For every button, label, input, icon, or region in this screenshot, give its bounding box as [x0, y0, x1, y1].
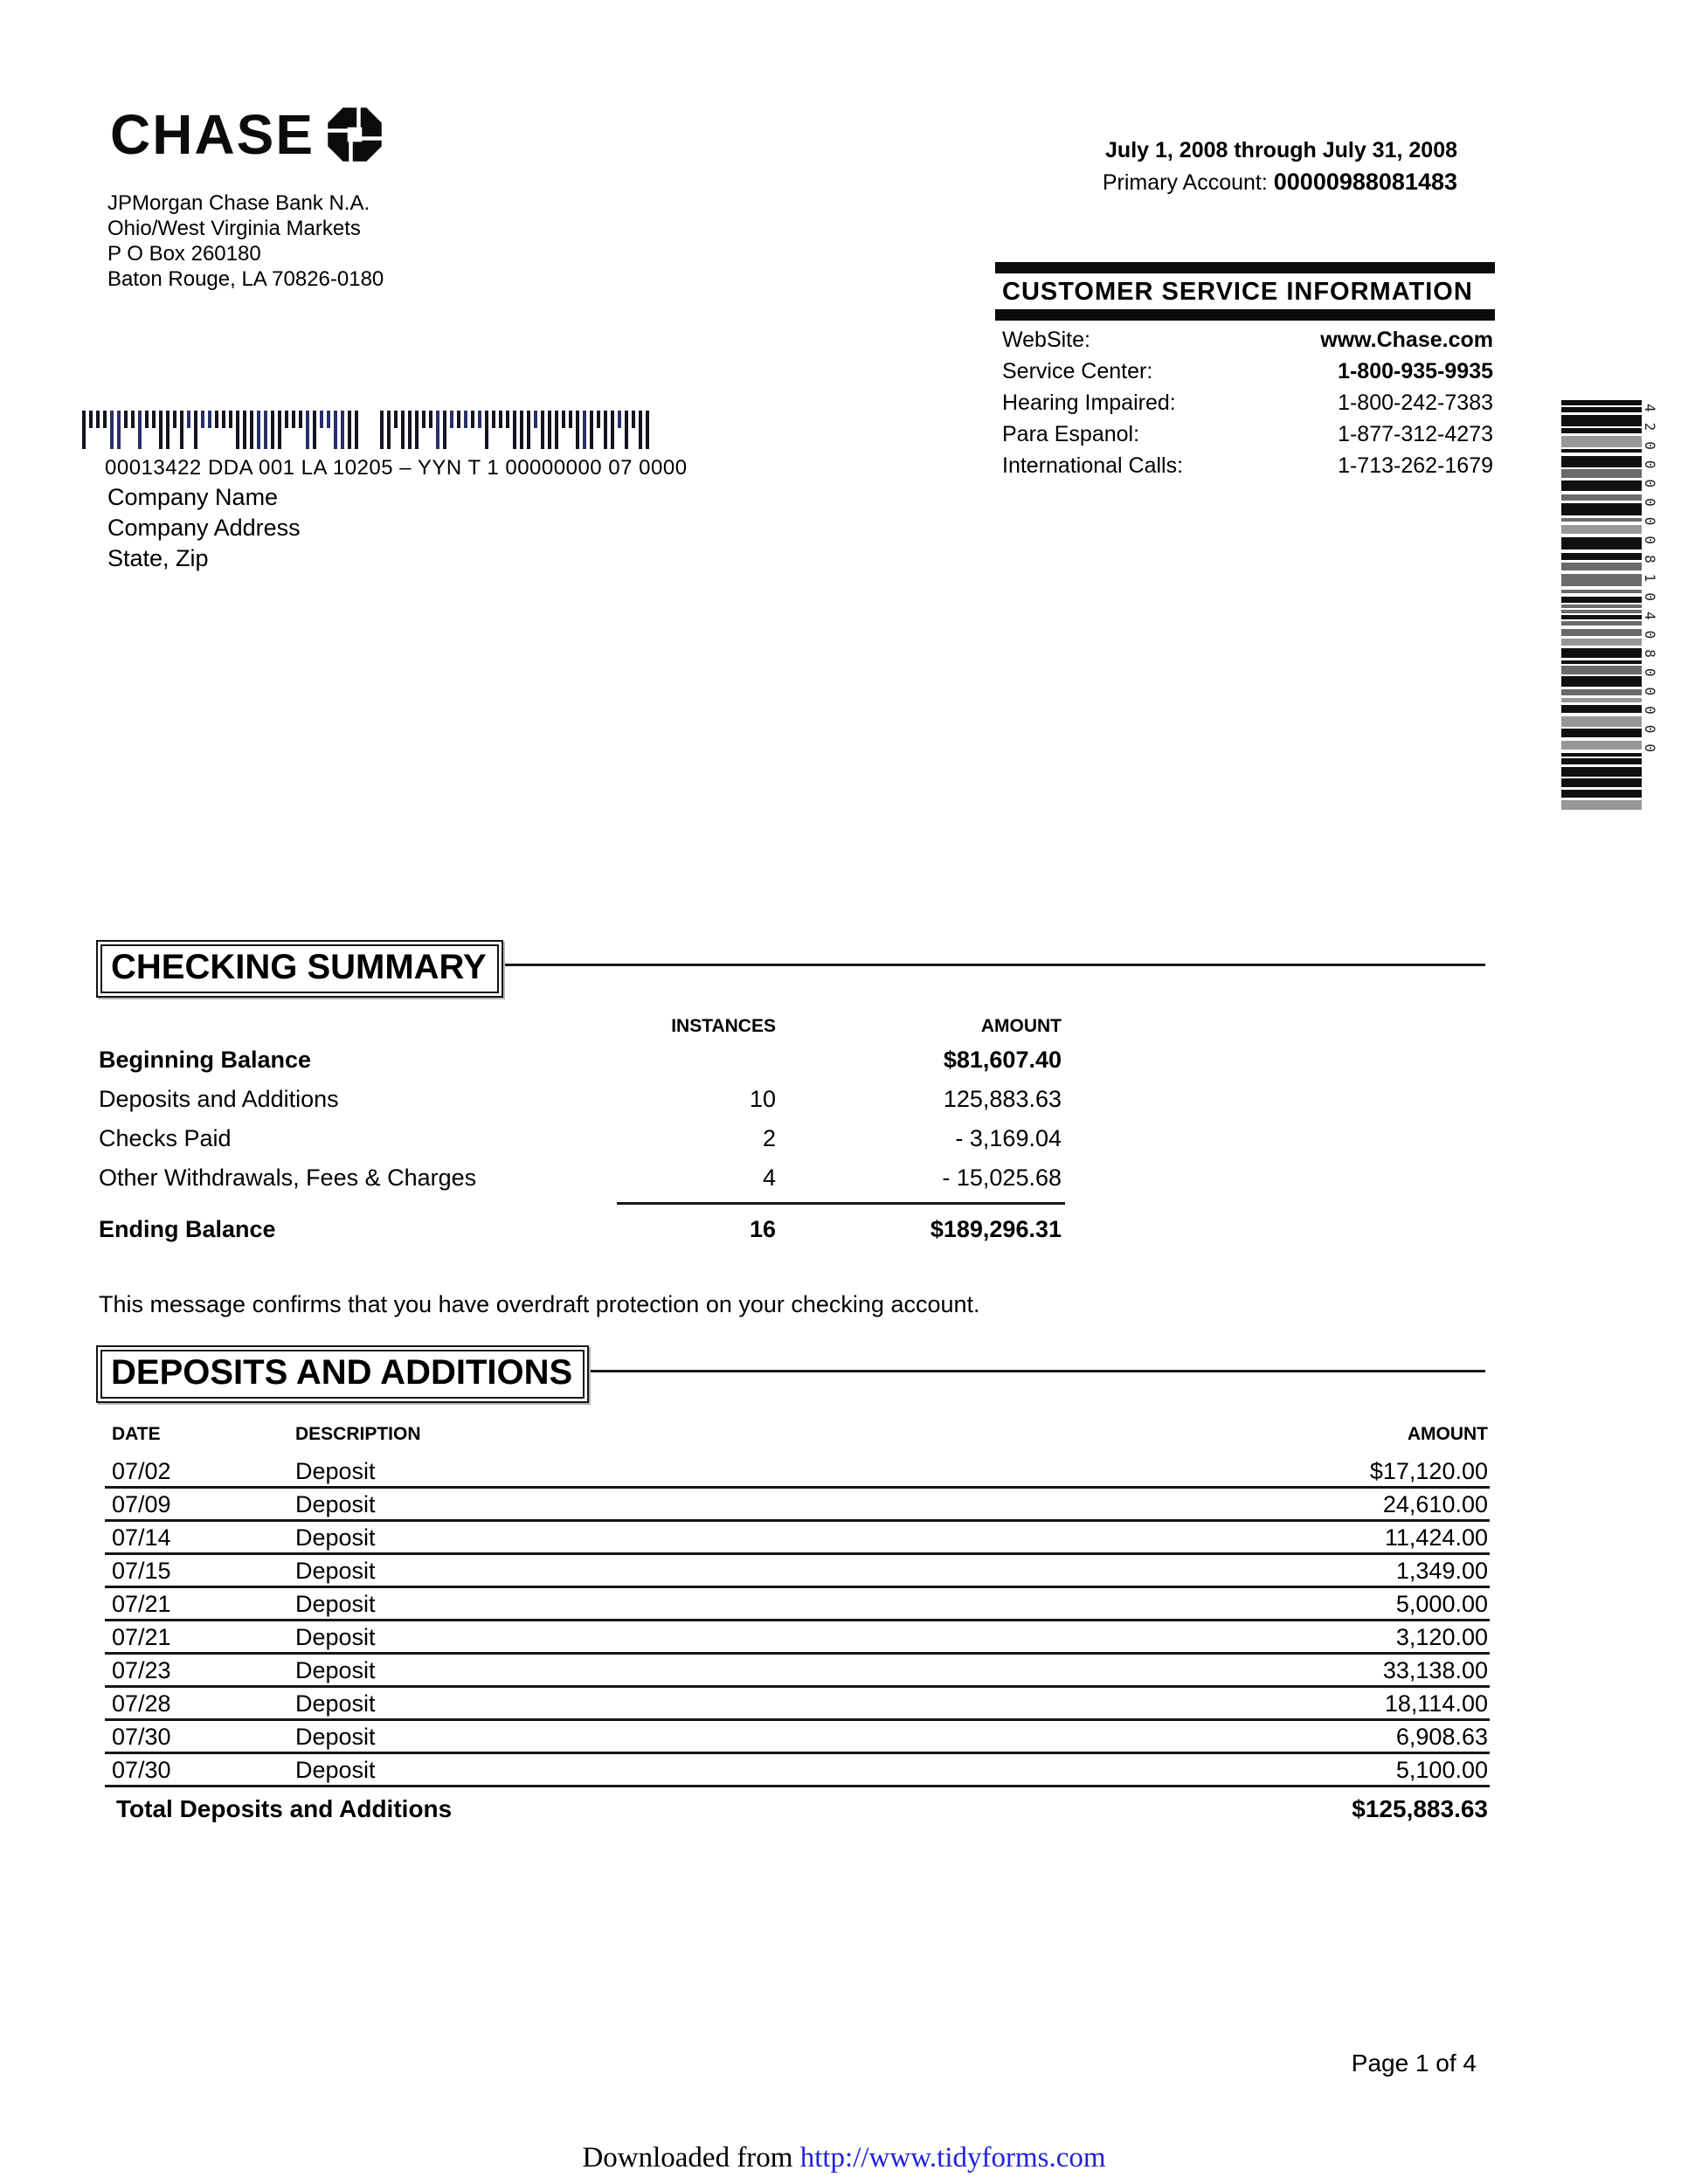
customer-service-value: www.Chase.com	[1320, 328, 1493, 352]
postnet-bar	[625, 411, 628, 449]
postnet-bar	[429, 411, 432, 428]
postnet-bar	[513, 411, 516, 449]
summary-row-label: Other Withdrawals, Fees & Charges	[99, 1165, 477, 1191]
side-barcode-bar	[1561, 758, 1642, 764]
download-footer	[0, 2142, 1688, 2174]
postnet-bar	[82, 411, 86, 449]
postnet-bar	[457, 411, 460, 428]
postnet-bar	[499, 411, 502, 428]
deposits-total-row	[105, 1787, 1490, 1823]
postnet-bar	[555, 411, 558, 449]
side-barcode-bar	[1561, 716, 1642, 727]
postnet-bar	[590, 411, 593, 449]
deposit-row-amount: 18,114.00	[1384, 1690, 1488, 1717]
postnet-bar	[320, 411, 323, 428]
postnet-bar	[327, 411, 330, 428]
side-barcode-digits: 4200000081040800000	[1642, 404, 1658, 764]
side-barcode-bar	[1561, 525, 1642, 534]
postnet-bar	[471, 411, 474, 428]
postnet-bar	[180, 411, 183, 449]
statement-header	[1103, 135, 1457, 198]
side-barcode-bar	[1561, 729, 1642, 737]
side-barcode-bar	[1561, 778, 1642, 787]
deposit-row	[105, 1621, 1490, 1655]
side-barcode-bar	[1561, 629, 1642, 636]
deposits-col-amount: AMOUNT	[1407, 1424, 1488, 1444]
customer-service-label: Para Espanol:	[1002, 422, 1140, 446]
postnet-bar	[103, 411, 107, 428]
deposit-row-description: Deposit	[295, 1690, 376, 1717]
summary-row-amount: - 3,169.04	[955, 1125, 1062, 1151]
postnet-bar	[355, 411, 358, 449]
side-barcode-bar	[1561, 563, 1642, 570]
postnet-bar	[117, 411, 121, 449]
primary-account	[1103, 166, 1457, 198]
postnet-bar	[597, 411, 600, 428]
postnet-bar	[646, 411, 649, 449]
deposits-col-date: DATE	[112, 1424, 161, 1444]
primary-account-label: Primary Account:	[1102, 170, 1274, 195]
postnet-bar	[436, 411, 439, 449]
summary-subtotal-line	[617, 1202, 1065, 1205]
side-barcode-bar	[1561, 676, 1642, 687]
deposit-row-amount: 5,000.00	[1395, 1591, 1488, 1617]
recipient-address-line: Company Name	[107, 484, 279, 510]
postnet-bar	[562, 411, 565, 428]
deposits-total-label: Total Deposits and Additions	[116, 1795, 453, 1822]
deposit-row-description: Deposit	[295, 1491, 376, 1517]
bank-address	[107, 190, 384, 292]
postnet-bar	[334, 411, 337, 449]
deposit-row	[105, 1489, 1490, 1522]
chase-logo-text: CHASE	[110, 103, 315, 166]
checking-summary-header-box	[96, 940, 503, 998]
summary-row-instances: 4	[762, 1165, 776, 1191]
side-barcode-bar	[1561, 407, 1642, 412]
postnet-bar	[285, 411, 288, 428]
postnet-bar	[583, 411, 586, 449]
side-barcode-bar	[1561, 753, 1642, 757]
deposit-row-date: 07/14	[112, 1524, 171, 1551]
side-barcode-bar	[1561, 741, 1642, 750]
postnet-bar	[264, 411, 267, 449]
deposit-row	[105, 1721, 1490, 1754]
customer-service-row	[995, 328, 1495, 359]
customer-service-label: Hearing Impaired:	[1002, 390, 1176, 415]
postnet-barcode-left	[82, 411, 370, 451]
postnet-bar	[527, 411, 530, 449]
chase-logo	[110, 103, 383, 166]
summary-row	[99, 1125, 1062, 1165]
deposit-row-description: Deposit	[295, 1724, 376, 1750]
postnet-bar	[492, 411, 495, 428]
postnet-bar	[639, 411, 642, 449]
deposit-row-description: Deposit	[295, 1624, 376, 1650]
postnet-bar	[229, 411, 232, 428]
postnet-bar	[110, 411, 114, 449]
postnet-bar	[464, 411, 467, 428]
deposits-column-headers	[105, 1424, 1490, 1455]
summary-row-label: Ending Balance	[99, 1216, 276, 1242]
recipient-address	[107, 482, 301, 574]
deposits-col-description: DESCRIPTION	[295, 1424, 421, 1444]
deposit-row-amount: 11,424.00	[1384, 1524, 1488, 1551]
postnet-bar	[541, 411, 544, 449]
summary-row-amount: - 15,025.68	[942, 1165, 1062, 1191]
postnet-bar	[138, 411, 142, 449]
side-barcode-bar	[1561, 648, 1642, 658]
summary-row-instances: 10	[749, 1086, 776, 1112]
postnet-bar	[401, 411, 405, 449]
customer-service-rows	[995, 321, 1495, 485]
postnet-bar	[222, 411, 225, 428]
customer-service-row	[995, 359, 1495, 390]
side-barcode-bar	[1561, 610, 1642, 613]
postnet-bar	[348, 411, 351, 449]
deposit-row-description: Deposit	[295, 1458, 376, 1484]
deposit-row-amount: 3,120.00	[1395, 1624, 1488, 1650]
postnet-bar	[450, 411, 453, 428]
summary-row	[99, 1047, 1062, 1086]
deposit-row-amount: 1,349.00	[1395, 1558, 1488, 1584]
side-barcode-bar	[1561, 469, 1642, 478]
postnet-bar	[313, 411, 316, 449]
customer-service-label: International Calls:	[1002, 453, 1184, 478]
postnet-bar	[250, 411, 253, 449]
customer-service-row	[995, 422, 1495, 453]
side-barcode-bar	[1561, 494, 1642, 501]
checking-summary-title: CHECKING SUMMARY	[100, 944, 499, 993]
deposit-row-description: Deposit	[295, 1591, 376, 1617]
postnet-bar	[89, 411, 93, 428]
deposit-row-amount: 5,100.00	[1395, 1757, 1488, 1783]
deposit-row-date: 07/28	[112, 1690, 171, 1717]
customer-service-row	[995, 390, 1495, 422]
deposit-row-amount: 6,908.63	[1395, 1724, 1488, 1750]
postnet-bar	[159, 411, 163, 449]
summary-row-amount: $189,296.31	[930, 1216, 1062, 1242]
deposit-row-amount: 24,610.00	[1382, 1491, 1488, 1517]
postnet-bar	[201, 411, 204, 428]
primary-account-number: 00000988081483	[1273, 169, 1457, 195]
side-barcode-bar	[1561, 518, 1642, 522]
side-barcode-bar	[1561, 449, 1642, 453]
summary-row	[99, 1086, 1062, 1125]
customer-service-top-bar	[995, 262, 1495, 273]
side-barcode-bar	[1561, 615, 1642, 619]
deposit-row-amount: $17,120.00	[1369, 1458, 1488, 1484]
postnet-bar	[341, 411, 344, 449]
side-barcode-bar	[1561, 590, 1642, 593]
deposit-row-description: Deposit	[295, 1757, 376, 1783]
summary-col-amount: AMOUNT	[980, 1016, 1062, 1036]
side-barcode-bar	[1561, 480, 1642, 491]
recipient-address-line: State, Zip	[107, 545, 209, 571]
bank-address-line: P O Box 260180	[107, 242, 261, 266]
page-number: Page 1 of 4	[1351, 2049, 1477, 2077]
customer-service-row	[995, 453, 1495, 485]
side-barcode-bar	[1561, 689, 1642, 695]
postnet-barcode-right	[380, 411, 658, 451]
postnet-bar	[278, 411, 281, 449]
postnet-bar	[408, 411, 412, 449]
deposit-row-amount: 33,138.00	[1382, 1657, 1488, 1683]
deposit-row	[105, 1588, 1490, 1621]
deposit-row-date: 07/21	[112, 1624, 171, 1650]
summary-row-amount: $81,607.40	[943, 1047, 1062, 1073]
side-barcode-bar	[1561, 767, 1642, 777]
customer-service-divider-bar	[995, 309, 1495, 321]
customer-service-title: CUSTOMER SERVICE INFORMATION	[1002, 278, 1473, 306]
postnet-bar	[131, 411, 135, 428]
deposits-header-box	[96, 1345, 589, 1403]
deposit-row	[105, 1688, 1490, 1721]
customer-service-label: WebSite:	[1002, 328, 1090, 352]
deposit-row-description: Deposit	[295, 1558, 376, 1584]
postnet-bar	[604, 411, 607, 449]
postnet-bar	[548, 411, 551, 449]
side-barcode-bar	[1561, 621, 1642, 625]
postnet-bar	[306, 411, 309, 449]
postnet-bar	[257, 411, 260, 449]
postnet-bar	[618, 411, 621, 428]
deposit-row	[105, 1754, 1490, 1787]
side-barcode-bar	[1561, 698, 1642, 702]
summary-row-instances: 2	[762, 1125, 776, 1151]
bank-address-line: Ohio/West Virginia Markets	[107, 217, 361, 240]
summary-row-amount: 125,883.63	[943, 1086, 1062, 1112]
deposit-row-date: 07/30	[112, 1757, 171, 1783]
postnet-bar	[187, 411, 190, 428]
side-barcode	[1561, 400, 1642, 813]
customer-service-value: 1-877-312-4273	[1338, 422, 1493, 446]
side-barcode-bar	[1561, 660, 1642, 664]
postnet-bar	[299, 411, 302, 428]
deposits-title: DEPOSITS AND ADDITIONS	[100, 1350, 585, 1399]
summary-row	[99, 1165, 1062, 1204]
statement-period: July 1, 2008 through July 31, 2008	[1105, 138, 1457, 162]
postnet-bar	[96, 411, 100, 428]
postnet-bar	[443, 411, 446, 449]
deposit-row-description: Deposit	[295, 1657, 376, 1683]
side-barcode-bar	[1561, 800, 1642, 810]
postnet-bar	[611, 411, 614, 449]
side-barcode-bar	[1561, 705, 1642, 713]
postnet-bar	[208, 411, 211, 428]
summary-row-label: Deposits and Additions	[99, 1086, 339, 1112]
postnet-bar	[485, 411, 488, 449]
postnet-bar	[506, 411, 509, 428]
side-barcode-bar	[1561, 436, 1642, 447]
postnet-bar	[576, 411, 579, 449]
summary-row	[99, 1216, 1062, 1255]
side-barcode-bar	[1561, 456, 1642, 467]
deposits-table	[105, 1424, 1490, 1823]
download-prefix: Downloaded from	[582, 2142, 800, 2174]
postnet-bar	[145, 411, 149, 428]
deposits-total-amount: $125,883.63	[1352, 1795, 1488, 1822]
postnet-bar	[194, 411, 197, 449]
side-barcode-bar	[1561, 537, 1642, 549]
summary-row-instances: 16	[749, 1216, 776, 1242]
deposit-row-date: 07/21	[112, 1591, 171, 1617]
summary-row-label: Beginning Balance	[99, 1047, 312, 1073]
customer-service-value: 1-713-262-1679	[1338, 453, 1493, 478]
postnet-bar	[387, 411, 391, 449]
side-barcode-bar	[1561, 415, 1642, 426]
postnet-bar	[152, 411, 156, 428]
deposit-row-date: 07/02	[112, 1458, 171, 1484]
customer-service-box	[995, 262, 1495, 485]
postnet-bar	[173, 411, 176, 428]
customer-service-label: Service Center:	[1002, 359, 1153, 384]
mail-routing-line: 00013422 DDA 001 LA 10205 – YYN T 1 00000000 07 0000	[105, 456, 688, 480]
side-barcode-bar	[1561, 790, 1642, 798]
postnet-bar	[215, 411, 218, 428]
postnet-bar	[166, 411, 169, 449]
side-barcode-bar	[1561, 605, 1642, 608]
side-barcode-bar	[1561, 400, 1642, 405]
bank-address-line: JPMorgan Chase Bank N.A.	[107, 191, 370, 215]
postnet-bar	[380, 411, 384, 449]
side-barcode-bar	[1561, 428, 1642, 433]
postnet-bar	[632, 411, 635, 428]
side-barcode-bar	[1561, 553, 1642, 560]
deposit-row-date: 07/30	[112, 1724, 171, 1750]
deposit-row	[105, 1655, 1490, 1688]
postnet-bar	[478, 411, 481, 428]
postnet-bar	[534, 411, 537, 428]
summary-row-label: Checks Paid	[99, 1125, 232, 1151]
postnet-bar	[415, 411, 419, 449]
postnet-bar	[124, 411, 128, 428]
deposit-row-date: 07/15	[112, 1558, 171, 1584]
postnet-bar	[394, 411, 398, 428]
bank-address-line: Baton Rouge, LA 70826-0180	[107, 267, 384, 291]
side-barcode-bar	[1561, 639, 1642, 646]
customer-service-value: 1-800-242-7383	[1338, 390, 1493, 415]
deposit-row	[105, 1555, 1490, 1588]
postnet-bar	[236, 411, 239, 449]
summary-col-instances: INSTANCES	[671, 1016, 776, 1036]
postnet-bar	[243, 411, 246, 449]
postnet-bar	[292, 411, 295, 428]
postnet-bar	[569, 411, 572, 428]
deposit-row	[105, 1455, 1490, 1489]
side-barcode-bar	[1561, 574, 1642, 586]
postnet-bar	[520, 411, 523, 449]
deposit-row	[105, 1522, 1490, 1555]
deposit-row-description: Deposit	[295, 1524, 376, 1551]
side-barcode-bar	[1561, 503, 1642, 515]
deposit-rows	[105, 1455, 1490, 1787]
side-barcode-bar	[1561, 666, 1642, 674]
overdraft-message: This message confirms that you have overdraft protection on your checking account.	[99, 1291, 980, 1317]
chase-octagon-icon	[327, 107, 383, 162]
recipient-address-line: Company Address	[107, 515, 301, 541]
postnet-bar	[422, 411, 425, 428]
postnet-bar	[271, 411, 274, 449]
side-barcode-bar	[1561, 597, 1642, 603]
summary-rows	[99, 1047, 1062, 1255]
customer-service-value: 1-800-935-9935	[1338, 359, 1493, 384]
deposit-row-date: 07/23	[112, 1657, 171, 1683]
deposit-row-date: 07/09	[112, 1491, 171, 1517]
download-link[interactable]: http://www.tidyforms.com	[799, 2142, 1106, 2174]
